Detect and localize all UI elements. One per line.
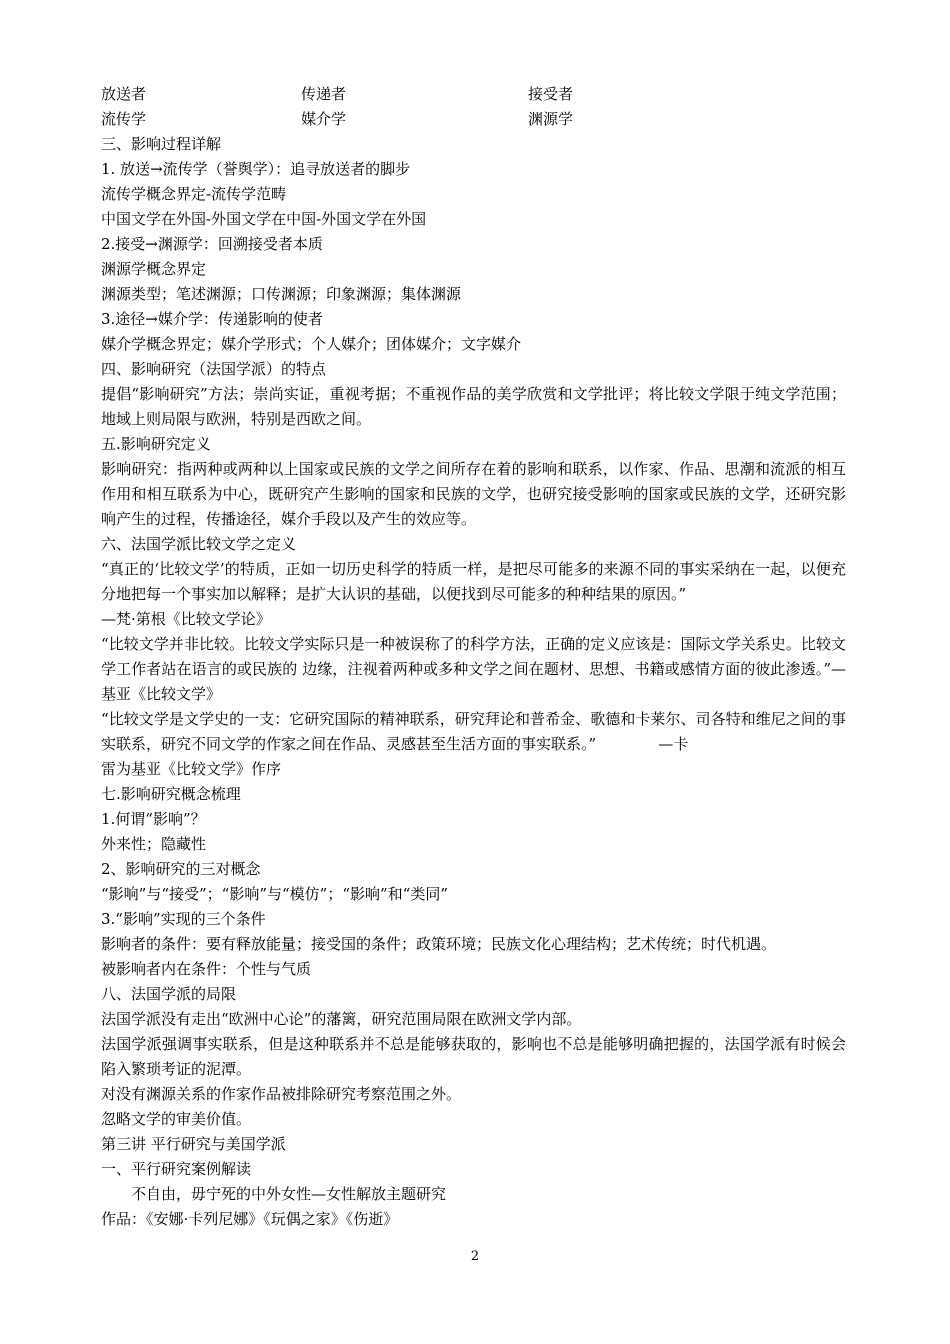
- text-line: 1.何谓“影响”？: [101, 810, 206, 828]
- discipline-doxologie: 流传学: [101, 110, 147, 128]
- text-line: 3.途径→媒介学：传递影响的使者: [101, 310, 323, 328]
- text-line: 忽略文学的审美价值。: [101, 1110, 252, 1128]
- section-heading: 七.影响研究概念梳理: [101, 785, 241, 803]
- section-heading: 八、法国学派的局限: [101, 985, 237, 1003]
- lecture-heading: 第三讲 平行研究与美国学派: [101, 1135, 286, 1153]
- section-heading: 五.影响研究定义: [101, 435, 211, 453]
- paragraph-conditions: 影响者的条件：要有释放能量；接受国的条件；政策环境；民族文化心理结构；艺术传统；时代机遇。: [101, 935, 777, 953]
- paragraph-features: 提倡“影响研究”方法；崇尚实证，重视考据；不重视作品的美学欣赏和文学批评；将比较文学限于纯文学范围；地域上则局限与欧洲，特别是西欧之间。: [101, 385, 846, 428]
- text-line: “影响”与“接受”；“影响”与“模仿”；“影响”和“类同”: [101, 885, 449, 903]
- section-heading: 三、影响过程详解: [101, 135, 222, 153]
- text-line: 2、影响研究的三对概念: [101, 860, 261, 878]
- quote-guyard: “比较文学并非比较。比较文学实际只是一种被误称了的科学方法，正确的定义应该是：国际文学关系史。比较文学工作者站在语言的或民族的 边缘，注视着两种或多种文学之间在题材、思想、书籍或感情方面的彼此渗透。”—基亚《比较文学》: [101, 635, 846, 703]
- header-row-roles: [101, 82, 846, 107]
- quote-source: —梵·第根《比较文学论》: [101, 610, 271, 628]
- text-line: 3.“影响”实现的三个条件: [101, 910, 266, 928]
- paragraph-limits: 法国学派强调事实联系，但是这种联系并不总是能够获取的，影响也不总是能够明确把握的，法国学派有时候会陷入繁琐考证的泥潭。: [101, 1035, 846, 1078]
- text-line: 1. 放送→流传学（誉舆学）：追寻放送者的脚步: [101, 160, 411, 178]
- text-line: 2.接受→渊源学：回溯接受者本质: [101, 235, 323, 253]
- text-line: 法国学派没有走出“欧洲中心论”的藩篱，研究范围局限在欧洲文学内部。: [101, 1010, 582, 1028]
- text-line: 外来性；隐藏性: [101, 835, 207, 853]
- text-line: 对没有渊源关系的作家作品被排除研究考察范围之外。: [101, 1085, 462, 1103]
- role-sender: 放送者: [101, 85, 147, 103]
- discipline-mesologie: 媒介学: [301, 110, 347, 128]
- section-heading: 四、影响研究（法国学派）的特点: [101, 360, 327, 378]
- role-transmitter: 传递者: [301, 85, 347, 103]
- paragraph-definition: 影响研究：指两种或两种以上国家或民族的文学之间所存在着的影响和联系，以作家、作品、思潮和流派的相互作用和相互联系为中心，既研究产生影响的国家和民族的文学，也研究接受影响的国家或民族的文学，还研究影响产生的过程，传播途径，媒介手段以及产生的效应等。: [101, 460, 846, 528]
- text-line: 渊源类型；笔述渊源；口传渊源；印象渊源；集体渊源: [101, 285, 462, 303]
- quote-carre-text: “比较文学是文学史的一支：它研究国际的精神联系，研究拜论和普希金、歌德和卡莱尔、司各特和维尼之间的事实联系，研究不同文学的作家之间在作品、灵感甚至生活方面的事实联系。”: [101, 710, 846, 753]
- case-title: 不自由，毋宁死的中外女性—女性解放主题研究: [131, 1185, 447, 1203]
- section-heading: 一、平行研究案例解读: [101, 1160, 252, 1178]
- role-receiver: 接受者: [528, 85, 574, 103]
- header-row-disciplines: [101, 107, 846, 132]
- quote-carre: [101, 707, 846, 757]
- text-line: 媒介学概念界定；媒介学形式；个人媒介；团体媒介；文字媒介: [101, 335, 522, 353]
- text-line: 渊源学概念界定: [101, 260, 207, 278]
- document-body: [101, 82, 846, 1232]
- text-line: 被影响者内在条件：个性与气质: [101, 960, 312, 978]
- works-line: 作品：《安娜·卡列尼娜》《玩偶之家》《伤逝》: [101, 1210, 399, 1228]
- section-heading: 六、法国学派比较文学之定义: [101, 535, 297, 553]
- discipline-crenologie: 渊源学: [528, 110, 574, 128]
- quote-van-tieghem: “真正的‘比较文学’的特质，正如一切历史科学的特质一样，是把尽可能多的来源不同的事实采纳在一起，以便充分地把每一个事实加以解释；是扩大认识的基础，以便找到尽可能多的种种结果的原因。”: [101, 560, 846, 603]
- page-number: 2: [470, 1249, 480, 1264]
- quote-carre-dash: —卡: [658, 735, 689, 753]
- text-line: 流传学概念界定-流传学范畴: [101, 185, 287, 203]
- quote-source: 雷为基亚《比较文学》作序: [101, 760, 282, 778]
- text-line: 中国文学在外国-外国文学在中国-外国文学在外国: [101, 210, 427, 228]
